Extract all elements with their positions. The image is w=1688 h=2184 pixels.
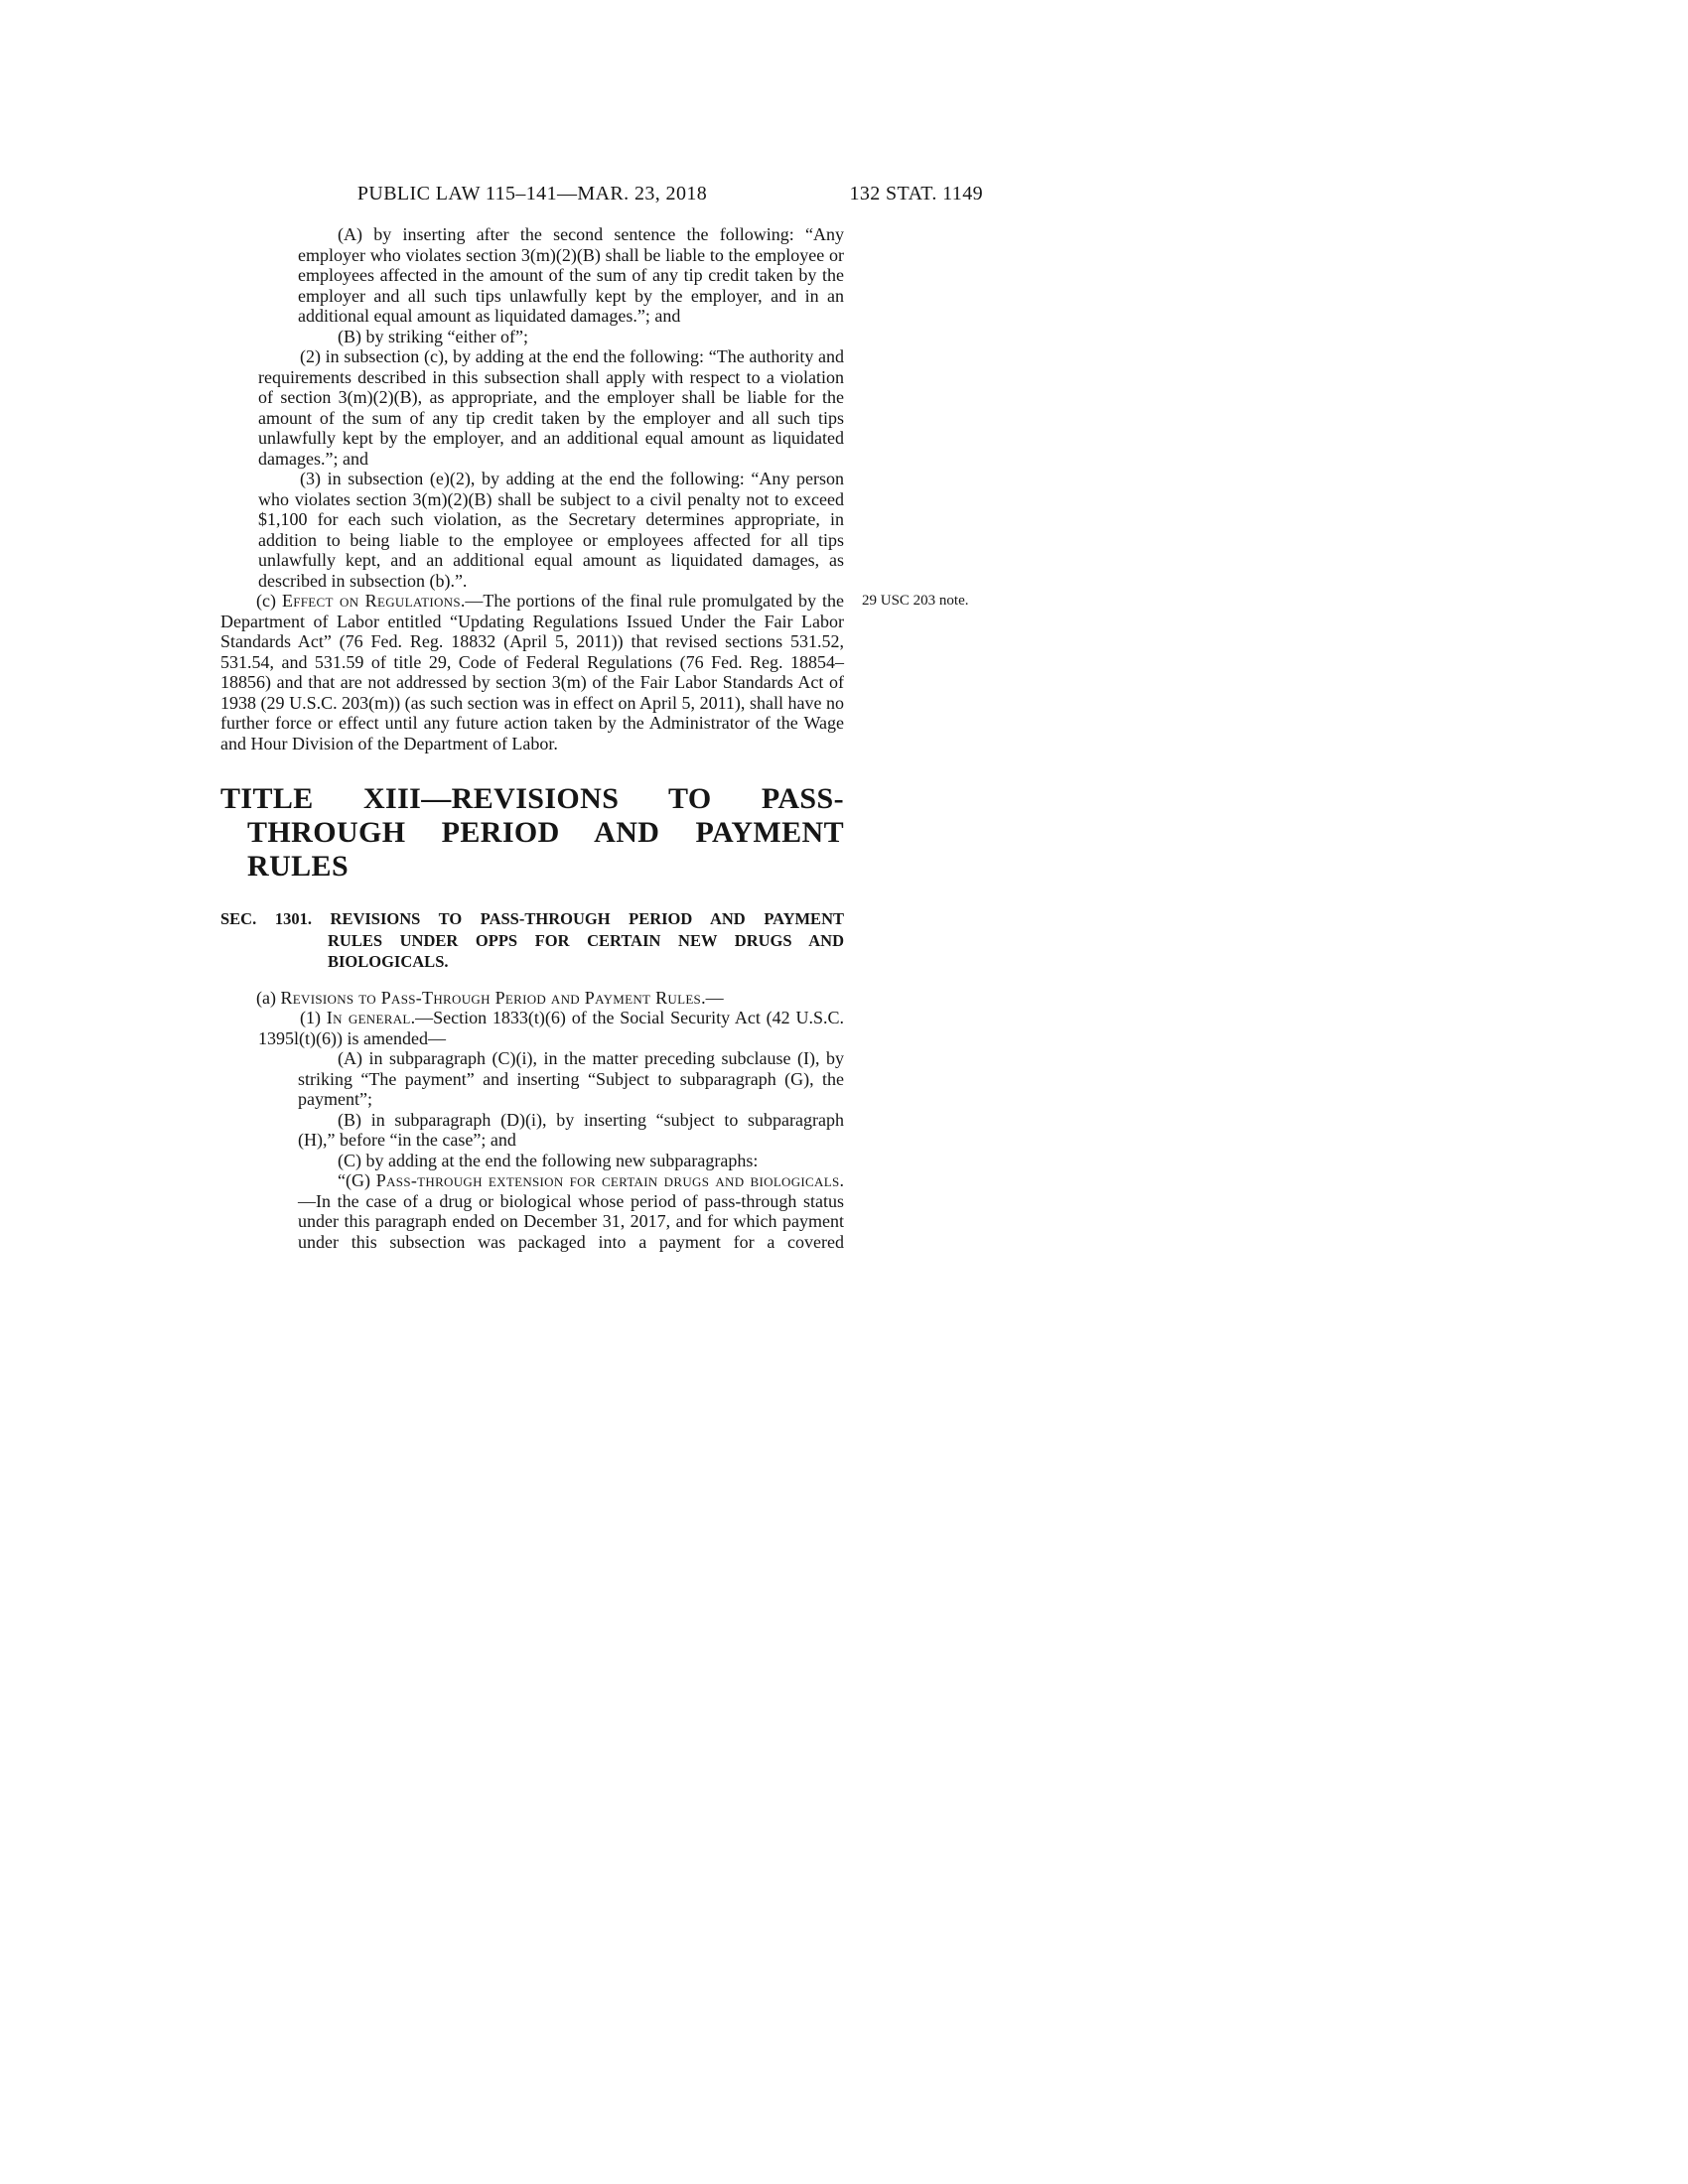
small-caps-text: In general <box>326 1008 411 1027</box>
statute-paragraph <box>220 988 844 1009</box>
text-run: (A) in subparagraph (C)(i), in the matter preceding subclause (I), by striking “The payment” and inserting “Subject to subparagraph (G), the payment”; <box>298 1048 844 1109</box>
statute-paragraph <box>258 1008 844 1048</box>
uscode-margin-note: 29 USC 203 note. <box>862 593 969 609</box>
text-run: .—The portions of the final rule promulgated by the Department of Labor entitled “Updating Regulations Issued Under the Fair Labor Standards Act” (76 Fed. Reg. 18832 (April 5, 2011)) that revised sections 531.52, 531.54, and 531.59 of title 29, Code of Federal Regulations (76 Fed. Reg. 18854–18856) and that are not addressed by section 3(m) of the Fair Labor Standards Act of 1938 (29 U.S.C. 203(m)) (as such section was in effect on April 5, 2011), shall have no further force or effect until any future action taken by the Administrator of the Wage and Hour Division of the Department of Labor. <box>220 591 844 753</box>
statute-paragraph <box>298 224 844 327</box>
statute-paragraph <box>258 346 844 469</box>
section-heading-line: BIOLOGICALS. <box>328 952 449 971</box>
text-run: (3) in subsection (e)(2), by adding at the end the following: “Any person who violates section 3(m)(2)(B) shall be subject to a civil penalty not to exceed $1,100 for each such violation, as the Secretary determines appropriate, in addition to being liable to the employee or employees affected for all tips unlawfully kept, and an additional equal amount as liquidated damages, as described in subsection (b).”. <box>258 469 844 591</box>
statute-paragraph <box>220 591 969 753</box>
text-run: “(G) <box>338 1170 376 1190</box>
text-run: (B) in subparagraph (D)(i), by inserting “subject to subparagraph (H),” before “in the case”; and <box>298 1109 844 1150</box>
statute-paragraph <box>298 1170 844 1252</box>
text-run: .— <box>701 987 724 1008</box>
text-run: (A) by inserting after the second sentence the following: “Any employer who violates section 3(m)(2)(B) shall be liable to the employee or employees affected in the amount of the sum of any tip credit taken by the employer and all such tips unlawfully kept by the employer, and in an additional equal amount as liquidated damages.”; and <box>298 224 844 326</box>
amendment-paragraphs <box>220 224 969 753</box>
small-caps-text: Revisions to Pass-Through Period and Payment Rules <box>280 987 702 1008</box>
statute-paragraph <box>298 327 844 347</box>
text-run: (1) <box>300 1008 327 1027</box>
section-paragraphs <box>220 988 844 1253</box>
public-law-title: PUBLIC LAW 115–141—MAR. 23, 2018 <box>356 183 708 205</box>
title-line: RULES <box>247 850 350 883</box>
text-run: (a) <box>256 987 281 1008</box>
text-column <box>220 224 969 1252</box>
text-run: (C) by adding at the end the following new subparagraphs: <box>338 1150 759 1170</box>
small-caps-text: Effect on Regulations <box>281 591 461 611</box>
text-run: (c) <box>256 591 282 611</box>
section-heading-line: SEC. 1301. REVISIONS TO PASS-THROUGH PERIOD AND PAYMENT <box>220 909 844 928</box>
text-run: .—In the case of a drug or biological whose period of pass-through status under this paragraph ended on December 31, 2017, and for which payment under this subsection was packaged into a payment for a covered <box>298 1170 844 1252</box>
text-run: (B) by striking “either of”; <box>338 326 528 346</box>
statute-paragraph <box>298 1048 844 1110</box>
title-heading <box>220 782 844 884</box>
section-heading-line: RULES UNDER OPPS FOR CERTAIN NEW DRUGS AND <box>328 930 844 950</box>
text-run: (2) in subsection (c), by adding at the end the following: “The authority and requirements described in this subsection shall apply with respect to a violation of section 3(m)(2)(B), as appropriate, and the employer shall be liable for the amount of the sum of any tip credit taken by the employer and all such tips unlawfully kept by the employer, and an additional equal amount as liquidated damages.”; and <box>258 346 844 469</box>
stat-page-number: 132 STAT. 1149 <box>849 183 983 205</box>
text-run: .—Section 1833(t)(6) of the Social Security Act (42 U.S.C. 1395l(t)(6)) is amended— <box>258 1008 844 1048</box>
statute-paragraph <box>298 1110 844 1151</box>
small-caps-text: Pass-through extension for certain drugs and biologicals <box>375 1170 840 1190</box>
statute-paragraph <box>258 469 844 591</box>
title-line: THROUGH PERIOD AND PAYMENT <box>247 816 844 849</box>
section-heading <box>220 908 844 973</box>
page-header <box>220 183 983 205</box>
statute-paragraph <box>298 1151 844 1171</box>
title-line: TITLE XIII—REVISIONS TO PASS- <box>220 782 844 815</box>
